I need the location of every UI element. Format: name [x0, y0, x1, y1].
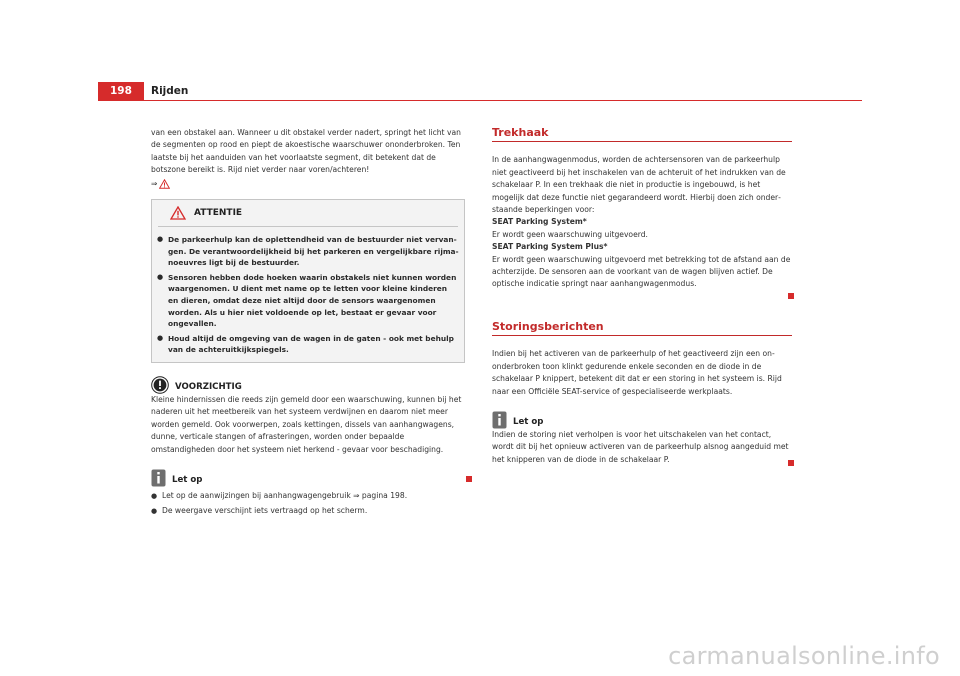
watermark: carmanualsonline.info [668, 642, 940, 670]
storingsberichten-text: Indien bij het activeren van de parkeerhulp of het geactiveerd zijn een ononderbroken toon klinkt gedurende enkele seconden en de diode in de schakelaar P knippert, betekent dit dat er een storing in het systeem is. Rijd naar een Officiële SEAT-service of gespecialiseerde werkplaats. [492, 349, 782, 396]
parking-system-plus-title: SEAT Parking System Plus* [492, 242, 608, 252]
voorzichtig-title: VOORZICHTIG [175, 381, 242, 392]
let-op-heading [151, 469, 465, 487]
section-end-marker [788, 460, 794, 466]
let-op-item: ● Let op de aanwijzingen bij aanhangwagengebruik ⇒ pagina 198. [151, 490, 465, 502]
warning-triangle-icon [170, 206, 186, 220]
info-icon [151, 469, 166, 487]
voorzichtig-heading [151, 376, 465, 394]
bullet-icon: ● [157, 272, 164, 281]
right-column [492, 127, 792, 466]
section-end-marker [788, 293, 794, 299]
bullet-icon: ● [151, 492, 158, 500]
page-number: 198 [98, 82, 144, 101]
storing-let-op-title: Let op [513, 416, 544, 427]
arrow-icon: ⇒ [151, 178, 158, 188]
header-rule [144, 100, 862, 101]
attentie-item: ● De parkeerhulp kan de oplettendheid van de bestuurder niet vervangen. De verantwoordelijkheid bij het parkeren en vergelijkbare rijmanoeuvres ligt bij de bestuurder. [157, 235, 459, 268]
attentie-box [151, 199, 465, 363]
storing-let-op-heading [492, 411, 792, 429]
let-op-item: ● De weergave verschijnt iets vertraagd op het scherm. [151, 505, 465, 517]
warning-triangle-icon [159, 179, 170, 189]
info-icon [492, 411, 507, 429]
storingsberichten-heading: Storingsberichten [492, 321, 792, 336]
left-column [151, 127, 465, 518]
exclamation-circle-icon [151, 376, 169, 394]
storing-let-op-text: Indien de storing niet verholpen is voor het uitschakelen van het contact, wordt dit bij het opnieuw activeren van de parkeerhulp alsnog aangeduid met het knipperen van de diode in de schakelaar P. [492, 429, 789, 464]
intro-paragraph: van een obstakel aan. Wanneer u dit obstakel verder nadert, springt het licht van de segmenten op rood en piept de akoestische waarschuwer ononderbroken. Ten laatste bij het aanduiden van het voorlaatste segment, dit betekent dat de botszone bereikt is. Rijd niet verder naar voren/achteren! [151, 128, 461, 175]
attentie-title: ATTENTIE [194, 207, 243, 218]
bullet-icon: ● [151, 507, 158, 516]
bullet-icon: ● [157, 235, 164, 244]
parking-system-text: Er wordt geen waarschuwing uitgevoerd. [492, 229, 648, 239]
section-end-marker [466, 476, 472, 482]
attentie-item: ● Houd altijd de omgeving van de wagen in de gaten - ook met behulp van de achteruitkijkspiegels. [157, 333, 454, 355]
bullet-icon: ● [157, 333, 164, 342]
trekhaak-heading: Trekhaak [492, 127, 792, 142]
trekhaak-intro: In de aanhangwagenmodus, worden de achtersensoren van de parkeerhulp niet geactiveerd bij het inschakelen van de achteruit of het indrukken van de schakelaar P. In een trekhaak die niet in productie is ingebouwd, is het mogelijk dat deze functie niet gegarandeerd wordt. Hierbij doen zich onderstaande beperkingen voor: [492, 155, 786, 215]
attentie-item: ● Sensoren hebben dode hoeken waarin obstakels niet kunnen worden waargenomen. U dient met name op te letten voor kleine kinderen en dieren, omdat deze niet altijd door de sensors waargenomen worden. Als u hier niet voldoende op let, bestaat er gevaar voor ongevallen. [157, 272, 457, 329]
parking-system-plus-text: Er wordt geen waarschuwing uitgevoerd met betrekking tot de afstand aan de achterzijde. De sensoren aan de voorkant van de wagen blijven actief. De optische indicatie springt naar aanhangwagenmodus. [492, 254, 791, 289]
parking-system-title: SEAT Parking System* [492, 217, 587, 227]
warning-reference[interactable] [151, 178, 465, 190]
let-op-title: Let op [172, 474, 203, 485]
voorzichtig-text: Kleine hindernissen die reeds zijn gemeld door een waarschuwing, kunnen bij het naderen uit het meetbereik van het systeem verdwijnen en daarom niet meer worden gemeld. Ook voorwerpen, zoals kettingen, dissels van aanhangwagens, dunne, verticale stangen of afrasteringen, worden onder bepaalde omstandigheden door het systeem niet herkend - gevaar voor beschadiging. [151, 394, 462, 454]
section-title: Rijden [151, 85, 189, 97]
